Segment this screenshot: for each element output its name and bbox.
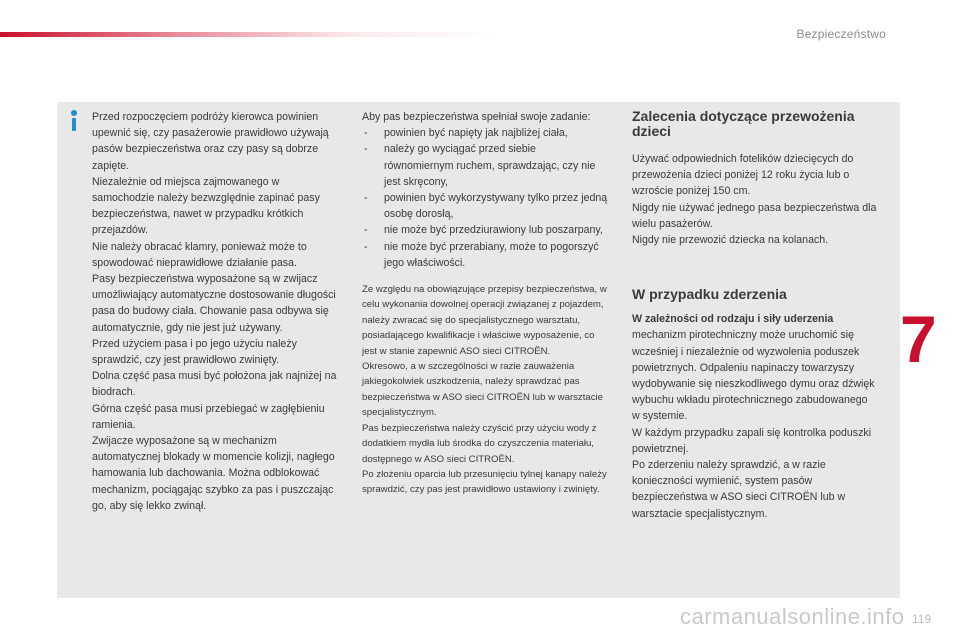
info-icon bbox=[68, 110, 80, 132]
info-paragraph: Górna część pasa musi przebiegać w zagłębieniu ramienia. bbox=[92, 402, 325, 431]
note-paragraph: Okresowo, a w szczególności w razie zauważenia jakiegokolwiek uszkodzenia, należy sprawdzać pas bezpieczeństwa w ASO sieci CITROËN lub w warsztacie specjalistycznym. bbox=[362, 361, 603, 419]
children-paragraph: Nigdy nie używać jednego pasa bezpieczeństwa dla wielu pasażerów. bbox=[632, 201, 877, 230]
collision-paragraph bbox=[632, 311, 878, 424]
note-paragraph: Ze względu na obowiązujące przepisy bezpieczeństwa, w celu wykonania dowolnej operacji związanej z pojazdem, należy zwracać się do specjalistycznego warsztatu, posiadającego kwalifikacje i właściwe wyposażenie, co jest w stanie zapewnić ASO sieci CITROËN. bbox=[362, 284, 607, 357]
collision-paragraph: Po zderzeniu należy sprawdzić, a w razie konieczności wymienić, system pasów bezpieczeństwa w ASO sieci CITROËN lub w warsztacie specjalistycznym. bbox=[632, 459, 846, 520]
watermark: carmanualsonline.info bbox=[680, 604, 905, 629]
service-notes bbox=[362, 282, 608, 498]
collision-lead-rest: mechanizm pirotechniczny może uruchomić się wcześniej i niezależnie od wyzwolenia poduszek powietrznych. Odpaleniu napinaczy towarzyszy wydobywanie się nieszkodliwego dymu oraz dźwięk wybuchu wkładu pirotechnicznego zabudowanego w systemie. bbox=[632, 329, 875, 423]
collision-lead: W zależności od rodzaju i siły uderzenia bbox=[632, 313, 834, 326]
children-section bbox=[632, 151, 878, 248]
info-paragraph: Przed rozpoczęciem podróży kierowca powinien upewnić się, czy pasażerowie prawidłowo używają pasów bezpieczeństwa oraz czy pasy są dobrze zapięte. bbox=[92, 111, 329, 172]
collision-paragraph: W każdym przypadku zapali się kontrolka poduszki powietrznej. bbox=[632, 426, 872, 455]
info-paragraph: Przed użyciem pasa i po jego użyciu należy sprawdzić, czy jest prawidłowo zwinięty. bbox=[92, 337, 297, 367]
list-item: - powinien być napięty jak najbliżej ciała, bbox=[362, 125, 608, 141]
info-icon-dot bbox=[71, 110, 77, 116]
seatbelt-usage-column bbox=[362, 109, 608, 498]
note-paragraph: Po złożeniu oparcia lub przesunięciu tylnej kanapy należy sprawdzić, czy pas jest prawidłowo ustawiony i zwinięty. bbox=[362, 468, 607, 496]
info-icon-stem bbox=[72, 118, 76, 131]
children-paragraph: Używać odpowiednich fotelików dziecięcych do przewożenia dzieci poniżej 12 roku życia lub o wzroście poniżej 150 cm. bbox=[632, 153, 854, 198]
info-paragraph: Zwijacze wyposażone są w mechanizm automatycznej blokady w momencie kolizji, nagłego hamowania lub dachowania. Można odblokować mechanizm, pociągając szybko za pas i puszczając go, aby się lekko zwinął. bbox=[92, 435, 335, 512]
list-item: - powinien być wykorzystywany tylko przez jedną osobę dorosłą, bbox=[362, 190, 608, 222]
chapter-number: 7 bbox=[900, 302, 937, 376]
list-item: - nie może być przerabiany, może to pogorszyć jego właściwości. bbox=[362, 239, 608, 271]
info-paragraph: Pasy bezpieczeństwa wyposażone są w zwijacz umożliwiający automatyczne dostosowanie długości pasa do budowy ciała. Chowanie pasa odbywa się automatycznie, gdy nie jest już używany. bbox=[92, 273, 336, 334]
list-item: - należy go wyciągać przed siebie równomiernym ruchem, sprawdzając, czy nie jest skręcony, bbox=[362, 141, 608, 190]
page-number: 119 bbox=[912, 612, 932, 626]
section-title: Bezpieczeństwo bbox=[796, 27, 886, 41]
info-paragraph: Dolna część pasa musi być położona jak najniżej na biodrach. bbox=[92, 370, 337, 399]
info-paragraph: Nie należy obracać klamry, ponieważ może to spowodować nieprawidłowe działanie pasa. bbox=[92, 240, 307, 269]
recommendations-column bbox=[632, 109, 878, 522]
info-column bbox=[92, 109, 344, 514]
children-paragraph: Nigdy nie przewozić dziecka na kolanach. bbox=[632, 234, 829, 247]
children-heading: Zalecenia dotyczące przewożenia dzieci bbox=[632, 108, 855, 139]
usage-list bbox=[362, 125, 608, 271]
note-paragraph: Pas bezpieczeństwa należy czyścić przy użyciu wody z dodatkiem mydła lub środka do czyszczenia materiału, dostępnego w ASO sieci CITROËN. bbox=[362, 422, 597, 465]
collision-heading: W przypadku zderzenia bbox=[632, 286, 787, 303]
info-paragraph: Niezależnie od miejsca zajmowanego w samochodzie należy bezwzględnie zapinać pasy bezpieczeństwa, nawet w przypadku krótkich przejazdów. bbox=[92, 175, 320, 237]
usage-intro: Aby pas bezpieczeństwa spełniał swoje zadanie: bbox=[362, 111, 591, 123]
list-item: - nie może być przedziurawiony lub poszarpany, bbox=[362, 222, 608, 238]
header-accent-bar bbox=[0, 32, 500, 37]
